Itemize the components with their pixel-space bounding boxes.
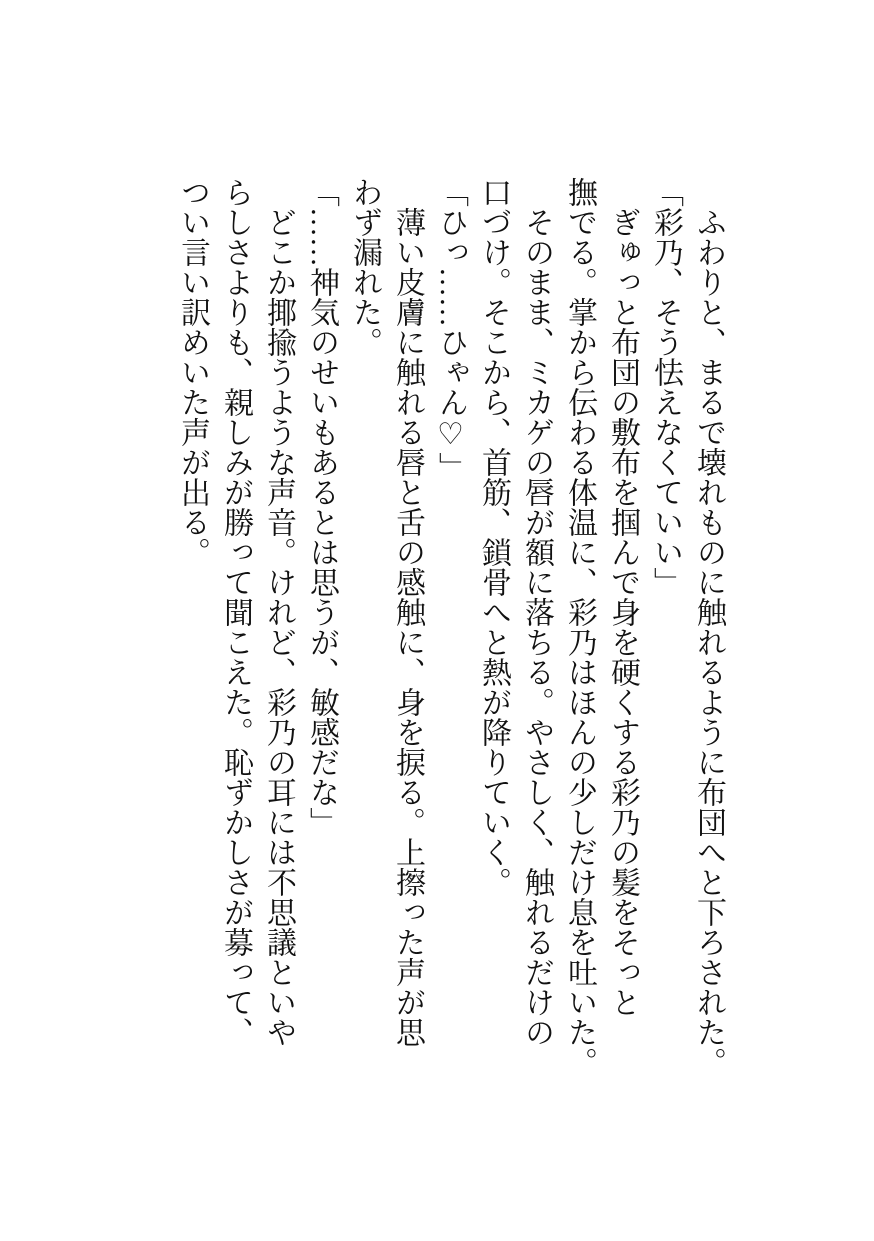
text-line-1: ふわりと、まるで壊れものに触れるように布団へと下ろされた。: [692, 177, 725, 1077]
text-line-2: 「彩乃、そう怯えなくていい」: [649, 177, 682, 597]
text-line-6: 口づけ。そこから、首筋、鎖骨へと熱が降りていく。: [477, 177, 510, 897]
text-line-11: どこか揶揄うような声音。けれど、彩乃の耳には不思議といや: [262, 177, 295, 1047]
text-line-13: つい言い訳めいた声が出る。: [176, 177, 209, 567]
text-line-5: そのまま、ミカゲの唇が額に落ちる。やさしく、触れるだけの: [520, 177, 553, 1047]
text-line-8: 薄い皮膚に触れる唇と舌の感触に、身を捩る。上擦った声が思: [391, 177, 424, 1047]
text-line-10: 「……神気のせいもあるとは思うが、敏感だな」: [305, 177, 338, 837]
text-line-12: らしさよりも、親しみが勝って聞こえた。恥ずかしさが募って、: [219, 177, 252, 1047]
text-line-7: 「ひっ……ひゃん♡」: [434, 177, 467, 482]
text-line-3: ぎゅっと布団の敷布を掴んで身を硬くする彩乃の髪をそっと: [606, 177, 639, 1017]
vertical-text-block: [171, 177, 730, 1089]
text-line-9: わず漏れた。: [348, 177, 381, 357]
text-line-4: 撫でる。掌から伝わる体温に、彩乃はほんの少しだけ息を吐いた。: [563, 177, 596, 1077]
